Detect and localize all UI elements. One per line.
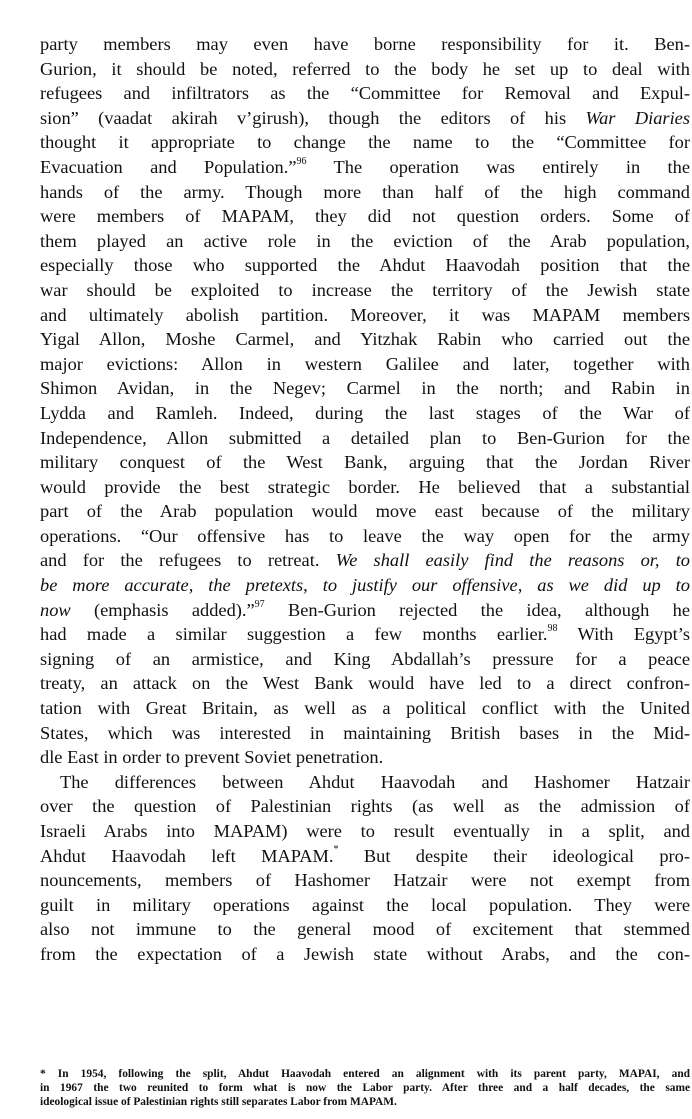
text-line: Shimon Avidan, in the Negev; Carmel in the north; and Rabin in: [40, 378, 690, 399]
text-line: be more accurate, the pretexts, to justify our offensive, as we did up to: [40, 575, 690, 596]
italic-quote: now: [40, 599, 71, 620]
text-line: refugees and infiltrators as the “Committee for Removal and Expul-: [40, 83, 690, 104]
note-number: 96: [296, 155, 307, 167]
text-segment: With Egypt’s: [557, 624, 690, 645]
footnote-marker: *: [333, 844, 339, 856]
text-line: were members of MAPAM, they did not question orders. Some of: [40, 206, 690, 227]
text-line: especially those who supported the Ahdut Haavodah position that the: [40, 255, 690, 276]
footnote-line: * In 1954, following the split, Ahdut Haavodah entered an alignment with its parent party, MAPAI, and: [40, 1068, 690, 1080]
note-number: 97: [254, 598, 265, 610]
text-line: party members may even have borne responsibility for it. Ben-: [40, 34, 690, 54]
text-line: [40, 155, 690, 180]
text-line: from the expectation of a Jewish state without Arabs, and the con-: [40, 943, 690, 964]
text-line: [40, 622, 690, 647]
text-line: Yigal Allon, Moshe Carmel, and Yitzhak Rabin who carried out the: [40, 329, 690, 350]
text-line: major evictions: Allon in western Galilee and later, together with: [40, 353, 690, 374]
text-segment: But despite their ideological pro-: [338, 845, 690, 866]
footnote: [40, 1067, 690, 1109]
text-line: States, which was interested in maintaining British bases in the Mid-: [40, 722, 690, 743]
text-line: would provide the best strategic border. He believed that a substantial: [40, 476, 690, 497]
italic-title: War Diaries: [585, 107, 690, 128]
text-line: war should be exploited to increase the territory of the Jewish state: [40, 279, 690, 300]
italic-quote: We shall easily find the reasons or, to: [335, 550, 690, 571]
text-line: nouncements, members of Hashomer Hatzair were not exempt from: [40, 870, 690, 891]
text-line: and ultimately abolish partition. Moreover, it was MAPAM members: [40, 304, 690, 325]
note-number: 98: [547, 623, 558, 635]
footnote-line: in 1967 the two reunited to form what is now the Labor party. After three and a half decades, the same: [40, 1082, 690, 1094]
text-segment: sion” (vaadat akirah v’girush), though the editors of his: [40, 107, 586, 128]
text-line: [40, 106, 690, 131]
text-line: part of the Arab population would move east because of the military: [40, 501, 690, 522]
text-line: Independence, Allon submitted a detailed plan to Ben-Gurion for the: [40, 427, 690, 448]
text-line: operations. “Our offensive has to leave the way open for the army: [40, 525, 690, 546]
text-segment: Ben-Gurion rejected the idea, although he: [264, 599, 690, 620]
text-segment: had made a similar suggestion a few months earlier.: [40, 624, 548, 645]
text-segment: (emphasis added).”: [70, 599, 255, 620]
text-line: signing of an armistice, and King Abdallah’s pressure for a peace: [40, 648, 690, 669]
text-line: [40, 598, 690, 623]
text-line: also not immune to the general mood of excitement that stemmed: [40, 919, 690, 940]
text-line: treaty, an attack on the West Bank would have led to a direct confron-: [40, 673, 690, 694]
text-line: [40, 844, 690, 869]
text-line: dle East in order to prevent Soviet penetration.: [40, 747, 384, 768]
text-segment: The operation was entirely in the: [306, 156, 690, 177]
text-line: Gurion, it should be noted, referred to the body he set up to deal with: [40, 58, 690, 79]
text-line: thought it appropriate to change the name to the “Committee for: [40, 132, 690, 153]
text-line: guilt in military operations against the local population. They were: [40, 894, 690, 915]
text-line: them played an active role in the eviction of the Arab population,: [40, 230, 690, 251]
text-line: hands of the army. Though more than half of the high command: [40, 181, 690, 202]
text-segment: Evacuation and Population.”: [40, 156, 297, 177]
body-text: [40, 32, 690, 967]
text-line: Lydda and Ramleh. Indeed, during the last stages of the War of: [40, 402, 690, 423]
text-segment: and for the refugees to retreat.: [40, 550, 336, 571]
text-line: over the question of Palestinian rights (as well as the admission of: [40, 796, 690, 817]
footnote-line: ideological issue of Palestinian rights still separates Labor from MAPAM.: [40, 1096, 397, 1108]
text-line: The differences between Ahdut Haavodah and Hashomer Hatzair: [60, 771, 690, 792]
text-line: [40, 548, 690, 573]
text-line: military conquest of the West Bank, arguing that the Jordan River: [40, 452, 690, 473]
text-line: tation with Great Britain, as well as a political conflict with the United: [40, 698, 690, 719]
text-line: Israeli Arabs into MAPAM) were to result eventually in a split, and: [40, 821, 690, 841]
text-segment: Ahdut Haavodah left MAPAM.: [40, 845, 334, 866]
